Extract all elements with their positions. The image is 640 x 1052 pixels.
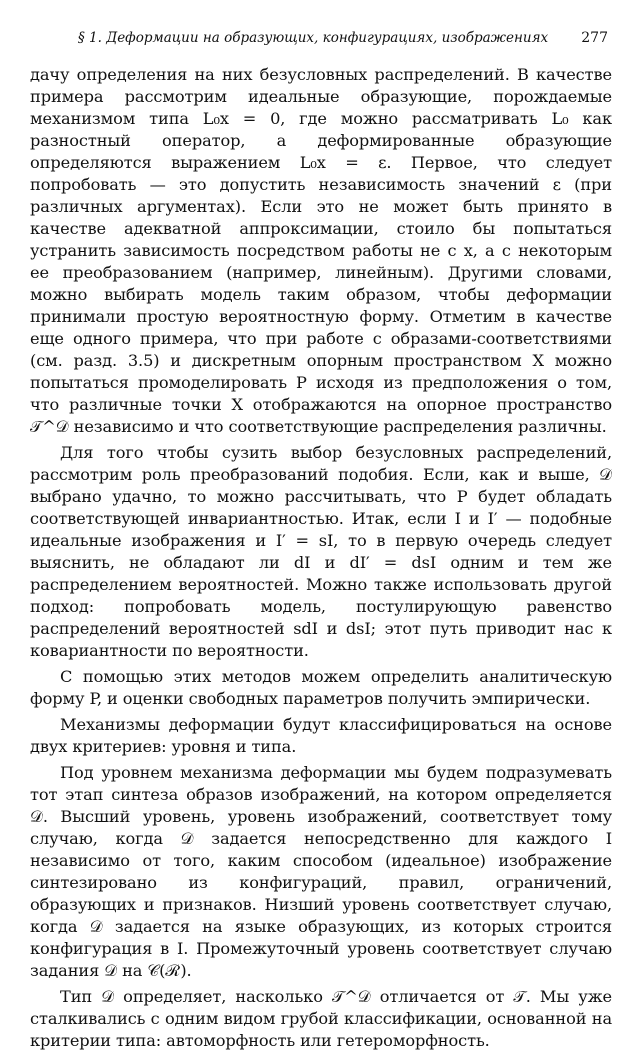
- paragraph: Для того чтобы сузить выбор безусловных распределений, рассмотрим роль преобразований подобия. Если, как и выше, 𝒟 выбрано удачно, то можно рассчитывать, что P будет обладать соответствующей инвариантностью. Итак, если I и I′ — подобные идеальные изображения и I′ = sI, то в первую очередь следует выяснить, не обладают ли dI и dI′ = dsI одним и тем же распределением вероятностей. Можно также использовать другой подход: попробовать модель, постулирующую равенство распределений вероятностей sdI и dsI; этот путь приводит нас к ковариантности по вероятности.: [30, 443, 612, 660]
- running-header: [30, 30, 612, 64]
- section-title: § 1. Деформации на образующих, конфигурациях, изображениях: [78, 30, 549, 46]
- paragraph: Под уровнем механизма деформации мы будем подразумевать тот этап синтеза образов изображений, на котором определяется 𝒟. Высший уровень, уровень изображений, соответствует тому случаю, когда 𝒟 задается непосредственно для каждого I независимо от того, каким способом (идеальное) изображение синтезировано из конфигураций, правил, ограничений, образующих и признаков. Низший уровень соответствует случаю, когда 𝒟 задается на языке образующих, из которых строится конфигурация в I. Промежуточный уровень соответствует случаю задания 𝒟 на 𝒞(ℛ).: [30, 763, 612, 980]
- paragraph: С помощью этих методов можем определить аналитическую форму P, и оценки свободных параметров получить эмпирически.: [30, 667, 612, 708]
- page-body: [30, 64, 612, 1052]
- paragraph: Механизмы деформации будут классифицироваться на основе двух критериев: уровня и типа.: [30, 715, 612, 756]
- paragraph: Тип 𝒟 определяет, насколько 𝒯^𝒟 отличается от 𝒯. Мы уже сталкивались с одним видом грубой классификации, основанной на критерии типа: автоморфность или гетероморфность.: [30, 987, 612, 1050]
- paragraph: дачу определения на них безусловных распределений. В качестве примера рассмотрим идеальные образующие, порождаемые механизмом типа L₀x = 0, где можно рассматривать L₀ как разностный оператор, а деформированные образующие определяются выражением L₀x = ε. Первое, что следует попробовать — это допустить независимость значений ε (при различных аргументах). Если это не может быть принято в качестве адекватной аппроксимации, стоило бы попытаться устранить зависимость посредством работы не с x, а с некоторым ее преобразованием (например, линейным). Другими словами, можно выбирать модель таким образом, чтобы деформации принимали простую вероятностную форму. Отметим в качестве еще одного примера, что при работе с образами-соответствиями (см. разд. 3.5) и дискретным опорным пространством X можно попытаться промоделировать P исходя из предположения о том, что различные точки X отображаются на опорное пространство 𝒯^𝒟 независимо и что соответствующие распределения различны.: [30, 65, 612, 436]
- page-number: 277: [581, 30, 608, 46]
